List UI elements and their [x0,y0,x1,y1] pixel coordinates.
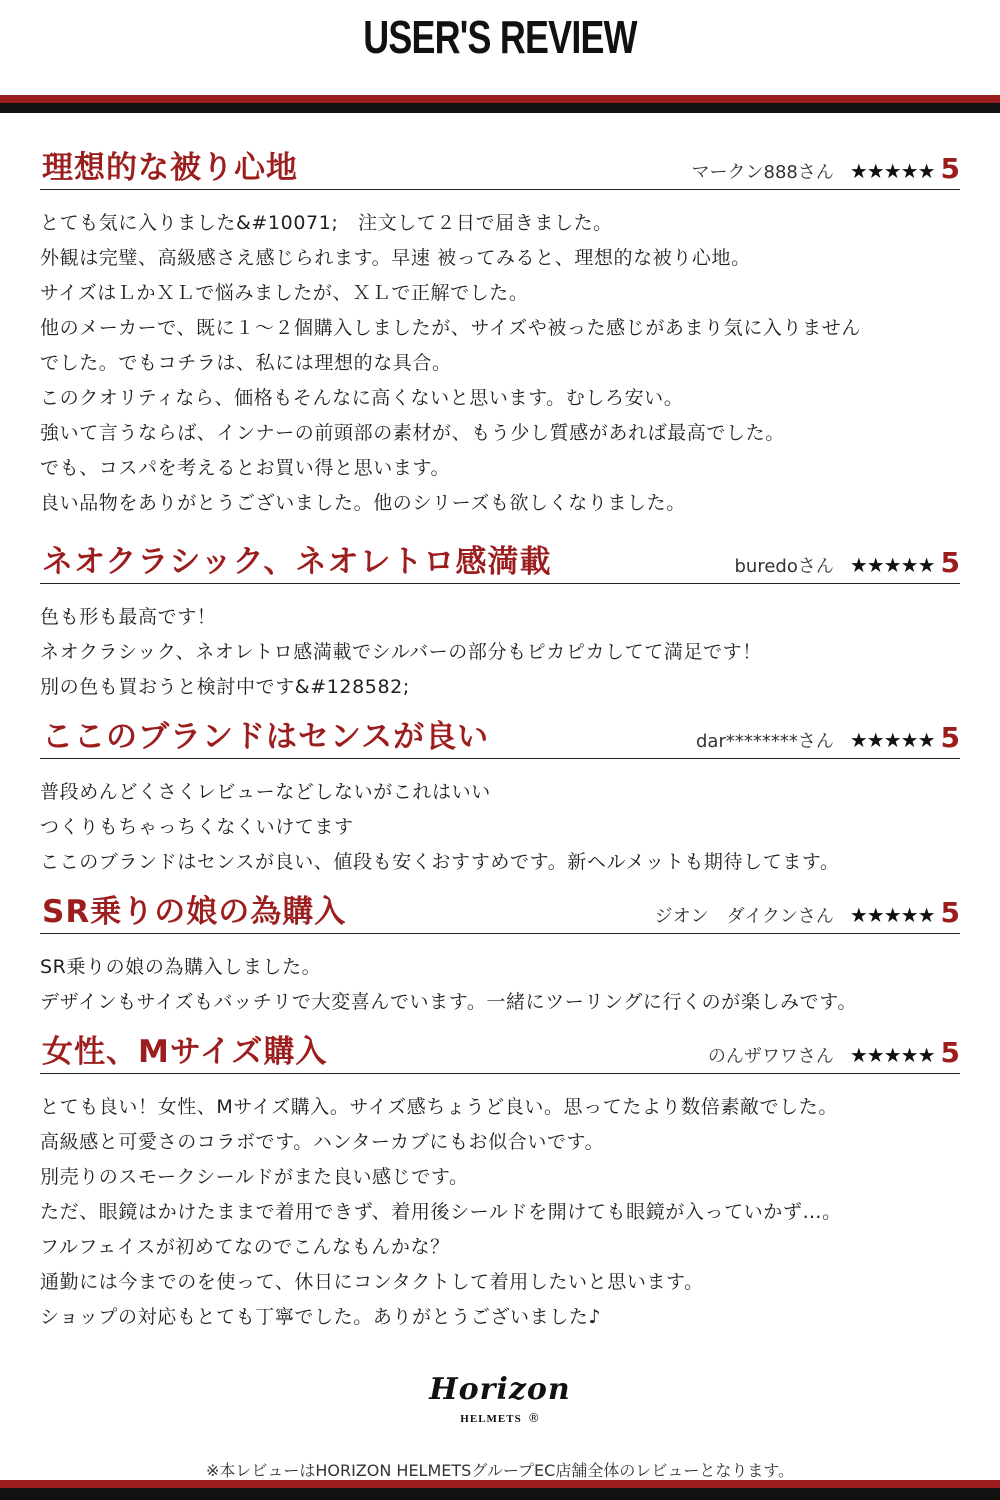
review-card [40,892,960,1020]
review-line: 高級感と可愛さのコラボです。ハンターカブにもお似合いです。 [40,1131,605,1153]
review-line: 別売りのスモークシールドがまた良い感じです。 [40,1166,469,1188]
footer-note: ※本レビューはHORIZON HELMETSグループEC店舗全体のレビューとなります。 [205,1461,795,1480]
review-title: ここのブランドはセンスが良い [42,719,490,755]
review-header [40,892,960,934]
rating-score: 5 [940,1036,960,1069]
review-title: SR乗りの娘の為購入 [42,894,347,930]
footer-red-bar [0,1480,1000,1488]
review-line: サイズはＬかＸＬで悩みましたが、ＸＬで正解でした。 [40,282,529,304]
review-card [40,542,960,705]
review-line: とても気に入りました&#10071; 注文して２日で届きました。 [40,212,613,234]
review-line: ショップの対応もとても丁寧でした。ありがとうございました♪ [40,1306,602,1328]
reviewer-name: dar********さん [696,731,834,752]
registered-mark-icon: ® [527,1411,540,1425]
reviewer-name: ジオン ダイクンさん [654,906,834,927]
review-line: つくりもちゃっちくなくいけてます [40,816,354,838]
review-title: 理想的な被り心地 [42,150,298,186]
page-title: USER'S REVIEW [363,11,637,63]
review-line: でした。でもコチラは、私には理想的な具合。 [40,352,452,374]
review-line: ただ、眼鏡はかけたままで着用できず、着用後シールドを開けても眼鏡が入っていかず…。 [40,1201,842,1223]
rating-score: 5 [940,721,960,754]
reviewer-name: buredoさん [734,556,834,577]
review-line: ここのブランドはセンスが良い、値段も安くおすすめです。新ヘルメットも期待してます。 [40,851,840,873]
horizon-helmets-logo [0,1372,1000,1432]
review-card [40,148,960,521]
review-body [40,934,960,1020]
logo-wordmark: Horizon [429,1372,571,1407]
header-black-bar [0,103,1000,113]
review-header [40,148,960,190]
reviewer-name: マークン888さん [691,162,834,183]
footer-black-bar [0,1488,1000,1500]
review-line: 他のメーカーで、既に１〜２個購入しましたが、サイズや被った感じがあまり気に入りません [40,317,861,339]
review-line: 強いて言うならば、インナーの前頭部の素材が、もう少し質感があれば最高でした。 [40,422,785,444]
star-rating-icon: ★★★★★ [849,903,935,927]
header-red-bar [0,95,1000,103]
review-header [40,542,960,584]
star-rating-icon: ★★★★★ [849,553,935,577]
review-meta [692,152,961,185]
rating-score: 5 [940,896,960,929]
review-line: このクオリティなら、価格もそんなに高くないと思います。むしろ安い。 [40,387,684,409]
review-body [40,1074,960,1335]
review-meta [655,896,960,929]
review-title: ネオクラシック、ネオレトロ感満載 [42,544,552,580]
review-line: SR乗りの娘の為購入しました。 [40,956,322,978]
review-line: でも、コスパを考えるとお買い得と思います。 [40,457,451,479]
review-body [40,190,960,521]
star-rating-icon: ★★★★★ [849,1043,935,1067]
review-title: 女性、Mサイズ購入 [42,1034,328,1070]
star-rating-icon: ★★★★★ [849,159,935,183]
review-card [40,717,960,880]
review-meta [735,546,961,579]
reviewer-name: のんザワワさん [707,1046,834,1067]
review-line: デザインもサイズもバッチリで大変喜んでいます。一緒にツーリングに行くのが楽しみです。 [40,991,857,1013]
review-line: 外観は完璧、高級感さえ感じられます。早速 被ってみると、理想的な被り心地。 [40,247,751,269]
logo-subtitle: HELMETS [460,1413,522,1425]
review-line: 普段めんどくさくレビューなどしないがこれはいい [40,781,491,803]
review-meta [696,721,960,754]
review-line: 別の色も買おうと検討中です&#128582; [40,676,410,698]
review-line: ネオクラシック、ネオレトロ感満載でシルバーの部分もピカピカしてて満足です！ [40,641,762,663]
page-header [0,0,1000,95]
review-header [40,1032,960,1074]
review-meta [708,1036,960,1069]
review-body [40,584,960,705]
review-card [40,1032,960,1335]
rating-score: 5 [940,546,960,579]
review-line: 通勤には今までのを使って、休日にコンタクトして着用したいと思います。 [40,1271,704,1293]
rating-score: 5 [940,152,960,185]
review-line: 色も形も最高です！ [40,606,217,628]
review-body [40,759,960,880]
star-rating-icon: ★★★★★ [849,728,935,752]
review-line: とても良い！女性、Mサイズ購入。サイズ感ちょうど良い。思ってたより数倍素敵でした。 [40,1096,838,1118]
review-header [40,717,960,759]
review-line: フルフェイスが初めてなのでこんなもんかな？ [40,1236,450,1258]
review-line: 良い品物をありがとうございました。他のシリーズも欲しくなりました。 [40,492,686,514]
